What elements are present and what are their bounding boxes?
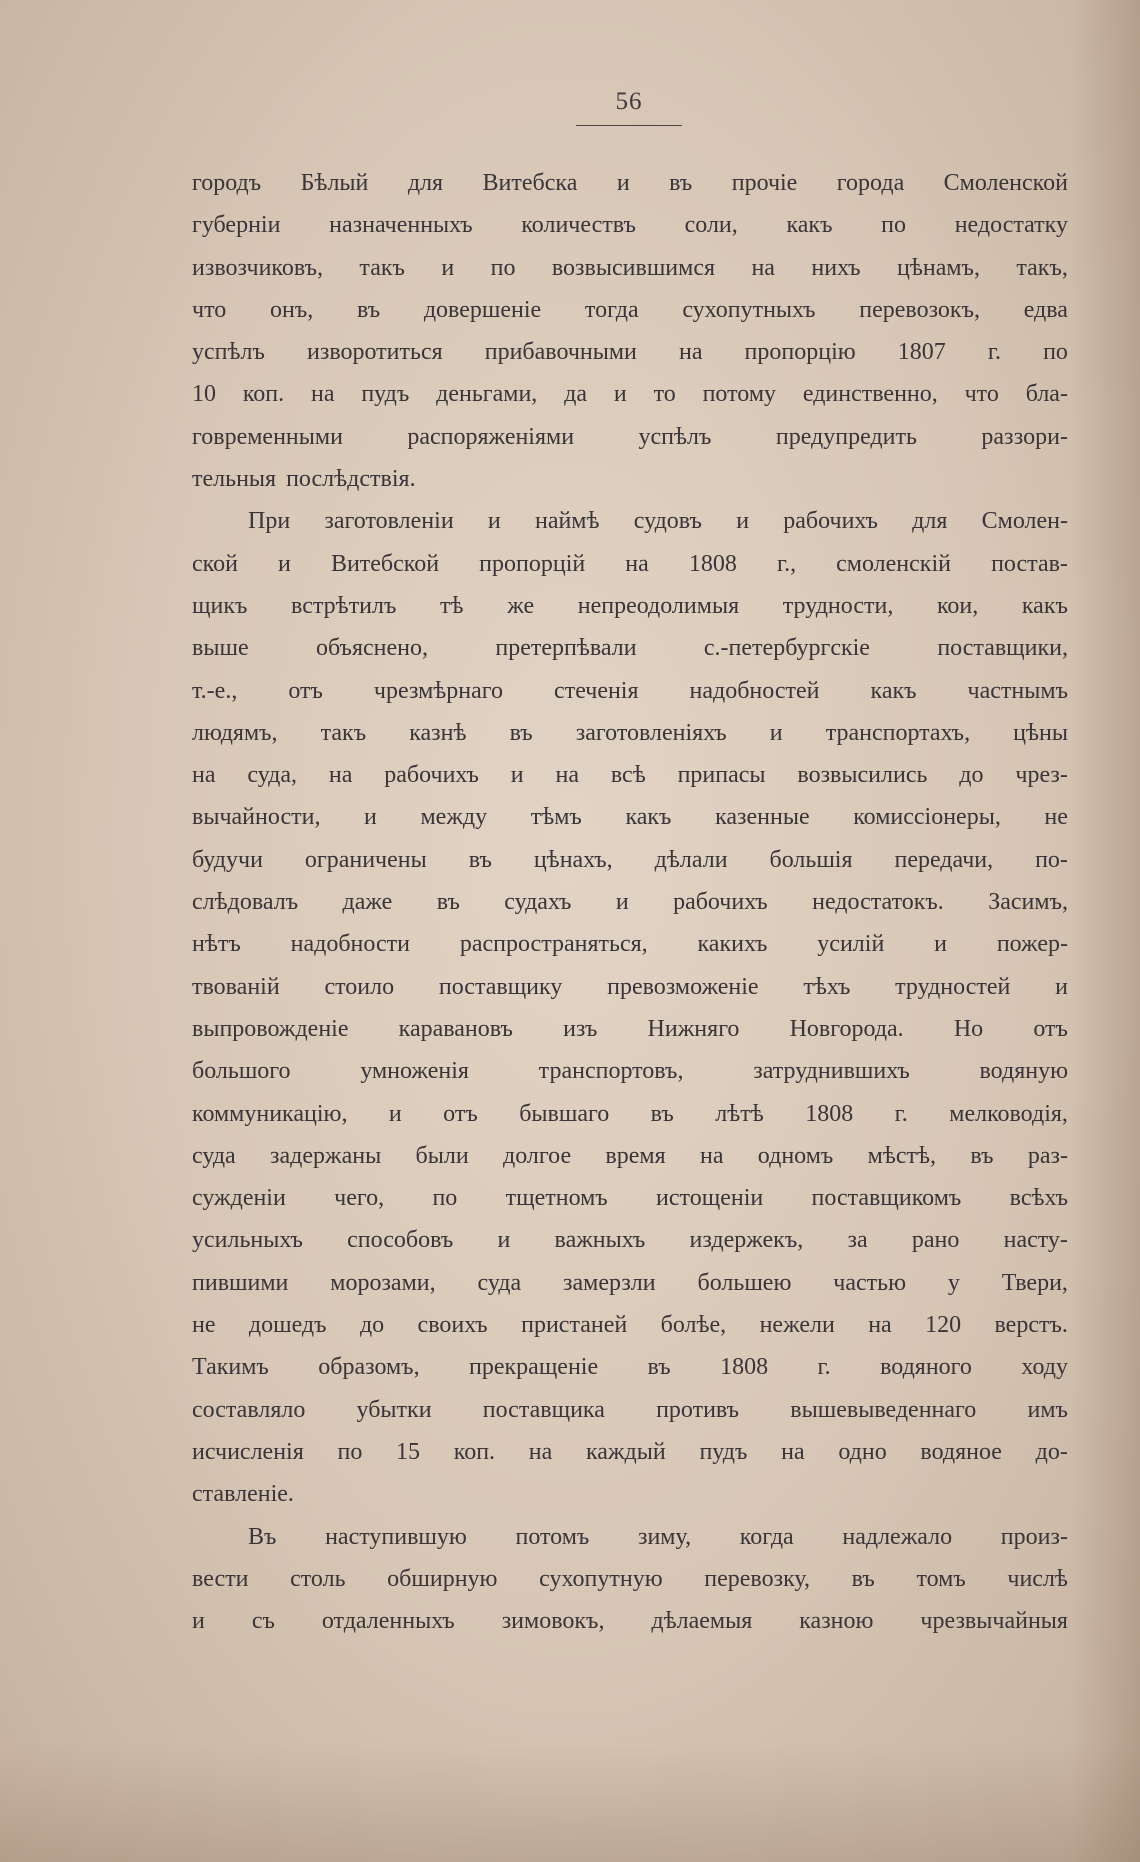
text-line: извозчиковъ, такъ и по возвысившимся на нихъ цѣнамъ, такъ, <box>192 254 1068 281</box>
text-line: нѣтъ надобности распространяться, какихъ усилій и пожер- <box>192 931 1068 958</box>
body-text <box>192 162 1068 1642</box>
text-line: коммуникацію, и отъ бывшаго въ лѣтѣ 1808 г. мелководія, <box>192 1100 1068 1127</box>
text-line: на суда, на рабочихъ и на всѣ припасы возвысились до чрез- <box>192 762 1068 789</box>
text-line: Въ наступившую потомъ зиму, когда надлежало произ- <box>248 1523 1068 1550</box>
text-line: людямъ, такъ казнѣ въ заготовленіяхъ и транспортахъ, цѣны <box>192 719 1068 746</box>
text-line: и съ отдаленныхъ зимовокъ, дѣлаемыя казною чрезвычайныя <box>192 1608 1068 1635</box>
text-line: Такимъ образомъ, прекращеніе въ 1808 г. водяного ходу <box>192 1354 1068 1381</box>
text-line: выпровожденіе каравановъ изъ Нижняго Новгорода. Но отъ <box>192 1015 1068 1042</box>
text-line: успѣлъ извоpотиться прибавочными на пропорцію 1807 г. по <box>192 339 1068 366</box>
text-line: составляло убытки поставщика противъ вышевыведеннаго имъ <box>192 1396 1068 1423</box>
text-line: что онъ, въ довершеніе тогда сухопутныхъ перевозокъ, едва <box>192 296 1068 323</box>
text-line: городъ Бѣлый для Витебска и въ прочіе города Смоленской <box>192 170 1068 196</box>
text-line: будучи ограничены въ цѣнахъ, дѣлали большія передачи, по- <box>192 846 1068 873</box>
text-line: твованій стоило поставщику превозможеніе тѣхъ трудностей и <box>192 973 1068 1000</box>
text-line: т.-е., отъ чрезмѣрнаго стеченія надобностей какъ частнымъ <box>192 677 1068 704</box>
text-line: 10 коп. на пудъ деньгами, да и то потому единственно, что бла- <box>192 381 1068 408</box>
text-line: исчисленія по 15 коп. на каждый пудъ на одно водяное до- <box>192 1438 1068 1465</box>
text-line: усильныхъ способовъ и важныхъ издержекъ, за рано насту- <box>192 1227 1068 1254</box>
text-line: пившими морозами, суда замерзли большею частью у Твери, <box>192 1269 1068 1296</box>
text-line: говременными распоряженіями успѣлъ предупредить раззори- <box>192 423 1068 450</box>
page-number-rule <box>576 125 682 126</box>
text-line: губерніи назначенныхъ количествъ соли, какъ по недостатку <box>192 212 1068 239</box>
page-number: 56 <box>615 88 643 115</box>
page-shadow-right <box>1070 0 1140 1862</box>
text-line: слѣдовалъ даже въ судахъ и рабочихъ недостатокъ. Засимъ, <box>192 889 1068 916</box>
text-line: щикъ встрѣтилъ тѣ же непреодолимыя трудности, кои, какъ <box>192 592 1068 619</box>
text-line: вести столь обширную сухопутную перевозку, въ томъ числѣ <box>192 1565 1068 1592</box>
text-line: суда задержаны были долгое время на одномъ мѣстѣ, въ раз- <box>192 1142 1068 1169</box>
text-line: большого умноженія транспортовъ, затруднившихъ водяную <box>192 1058 1068 1085</box>
text-line: тельныя послѣдствія. <box>192 466 416 493</box>
text-line: ской и Витебской пропорцій на 1808 г., смоленскій постав- <box>192 550 1068 577</box>
text-line: сужденіи чего, по тщетномъ истощеніи поставщикомъ всѣхъ <box>192 1185 1068 1212</box>
text-line: При заготовленіи и наймѣ судовъ и рабочихъ для Смолен- <box>248 508 1068 535</box>
text-line: не дошедъ до своихъ пристаней болѣе, нежели на 120 верстъ. <box>192 1312 1068 1339</box>
text-line: выше объяснено, претерпѣвали с.-петербургскіе поставщики, <box>192 635 1068 662</box>
text-line: вычайности, и между тѣмъ какъ казенные комиссіонеры, не <box>192 804 1068 831</box>
text-line: ставленіе. <box>192 1481 294 1508</box>
page-shadow-bottom <box>0 1742 1140 1862</box>
